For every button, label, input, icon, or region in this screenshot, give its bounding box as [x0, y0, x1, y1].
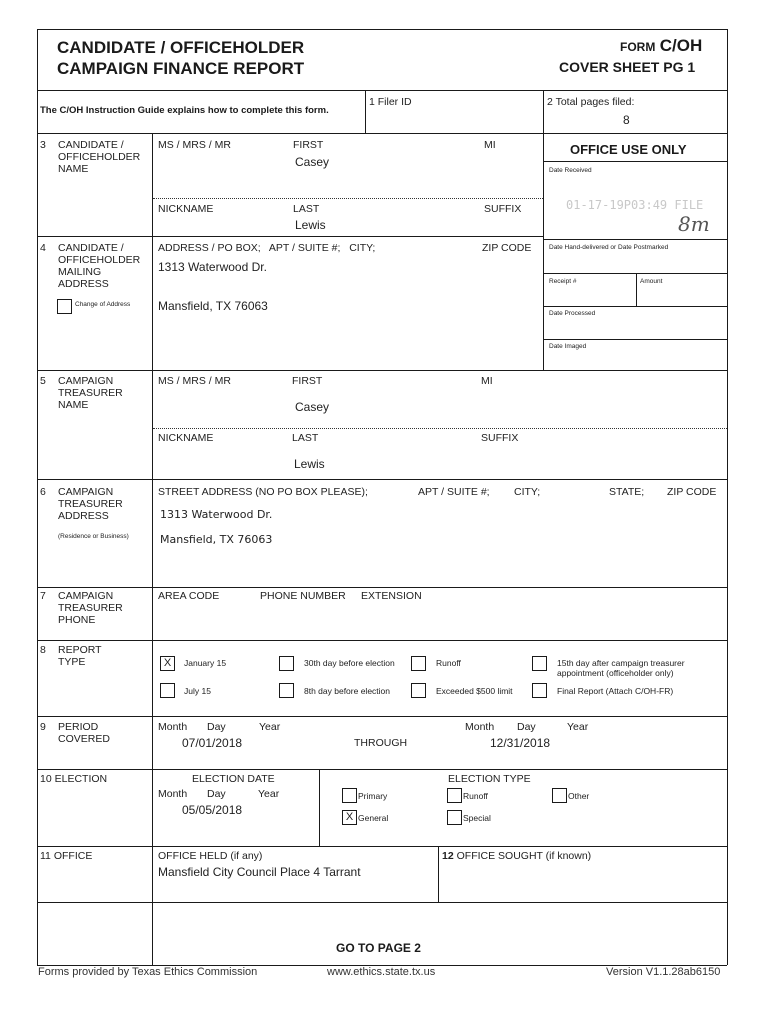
- section-6-label: CAMPAIGN TREASURER ADDRESS: [58, 486, 123, 522]
- change-of-address-checkbox[interactable]: [57, 299, 72, 314]
- election-month-label: Month: [158, 788, 188, 800]
- treas-street-label: STREET ADDRESS (NO PO BOX PLEASE);: [158, 486, 368, 498]
- election-type-label-runoff: Runoff: [463, 791, 488, 801]
- total-pages-field[interactable]: 8: [623, 113, 630, 127]
- section-12-text: OFFICE SOUGHT (if known): [456, 850, 592, 862]
- cand-address-line1[interactable]: 1313 Waterwood Dr.: [158, 260, 267, 274]
- date-processed-label: Date Processed: [549, 310, 596, 317]
- treas-first-value[interactable]: Casey: [295, 400, 330, 414]
- election-type-checkbox-primary[interactable]: [342, 788, 357, 803]
- report-type-label-jul15: July 15: [184, 686, 211, 696]
- section-11-number: 11: [40, 850, 51, 862]
- report-type-checkbox-15th-day[interactable]: [532, 656, 547, 671]
- period-start-month-label: Month: [158, 721, 188, 733]
- treas-address-line2[interactable]: Mansfield, TX 76063: [160, 533, 273, 546]
- treas-last-label: LAST: [292, 432, 319, 444]
- election-type-label-other: Other: [568, 791, 590, 801]
- section-8-label: REPORT TYPE: [58, 644, 102, 668]
- period-through-label: THROUGH: [354, 737, 408, 749]
- election-type-checkbox-other[interactable]: [552, 788, 567, 803]
- report-type-checkbox-30day[interactable]: [279, 656, 294, 671]
- election-type-checkbox-special[interactable]: [447, 810, 462, 825]
- form-prefix: FORM: [620, 40, 656, 54]
- report-type-label-30day: 30th day before election: [304, 658, 395, 668]
- report-type-label-exceeded: Exceeded $500 limit: [436, 686, 513, 696]
- section-11-text: OFFICE: [53, 850, 93, 862]
- treas-zip-label: ZIP CODE: [667, 486, 717, 498]
- period-start-day-label: Day: [207, 721, 226, 733]
- period-end-day-label: Day: [517, 721, 536, 733]
- section-10-number: 10: [40, 773, 52, 785]
- form-title-line2: CAMPAIGN FINANCE REPORT: [57, 59, 305, 78]
- section-4-number: 4: [40, 242, 46, 254]
- office-held-value[interactable]: Mansfield City Council Place 4 Tarrant: [158, 865, 361, 879]
- treas-last-value[interactable]: Lewis: [294, 457, 325, 471]
- report-type-label-jan15: January 15: [184, 658, 227, 668]
- cand-prefix-label: MS / MRS / MR: [158, 139, 231, 151]
- report-type-checkbox-jan15[interactable]: X: [160, 656, 175, 671]
- amount-label: Amount: [640, 278, 663, 285]
- filer-id-label: 1 Filer ID: [369, 96, 412, 108]
- election-type-label: ELECTION TYPE: [448, 773, 531, 785]
- treas-address-line1[interactable]: 1313 Waterwood Dr.: [160, 508, 273, 521]
- report-type-label-15th-day: 15th day after campaign treasurer appointment (officeholder only): [557, 658, 685, 678]
- ethics-url[interactable]: www.ethics.state.tx.us: [327, 966, 436, 978]
- election-type-label-general: General: [358, 813, 389, 823]
- form-title-line1: CANDIDATE / OFFICEHOLDER: [57, 38, 305, 57]
- date-hand-delivered-label: Date Hand-delivered or Date Postmarked: [549, 244, 669, 251]
- section-7-label: CAMPAIGN TREASURER PHONE: [58, 590, 123, 626]
- cover-sheet-label: COVER SHEET PG 1: [559, 59, 696, 75]
- election-date-label: ELECTION DATE: [192, 773, 275, 785]
- election-day-label: Day: [207, 788, 226, 800]
- initials-signature: 8m: [678, 212, 710, 236]
- area-code-label: AREA CODE: [158, 590, 220, 602]
- receipt-label: Receipt #: [549, 278, 577, 285]
- report-type-checkbox-jul15[interactable]: [160, 683, 175, 698]
- residence-note: (Residence or Business): [58, 533, 129, 540]
- election-type-label-special: Special: [463, 813, 491, 823]
- office-use-title: OFFICE USE ONLY: [570, 142, 687, 157]
- treas-mi-label: MI: [481, 375, 493, 387]
- period-end-month-label: Month: [465, 721, 495, 733]
- version-text: Version V1.1.28ab6150: [606, 966, 721, 978]
- period-start-date[interactable]: 07/01/2018: [182, 736, 243, 750]
- office-sought-label: [442, 850, 591, 862]
- report-type-checkbox-8day[interactable]: [279, 683, 294, 698]
- section-3-label: CANDIDATE / OFFICEHOLDER NAME: [58, 139, 141, 175]
- change-of-address-label: Change of Address: [75, 301, 131, 308]
- date-imaged-label: Date Imaged: [549, 343, 587, 350]
- election-type-label-primary: Primary: [358, 791, 388, 801]
- election-type-checkbox-runoff[interactable]: [447, 788, 462, 803]
- election-year-label: Year: [258, 788, 280, 800]
- provided-by-text: Forms provided by Texas Ethics Commission: [38, 966, 258, 978]
- period-start-year-label: Year: [259, 721, 281, 733]
- election-type-checkbox-general[interactable]: X: [342, 810, 357, 825]
- phone-number-label: PHONE NUMBER: [260, 590, 346, 602]
- instruction-text: The C/OH Instruction Guide explains how to complete this form.: [40, 105, 329, 116]
- report-type-checkbox-final[interactable]: [532, 683, 547, 698]
- cand-first-label: FIRST: [293, 139, 324, 151]
- section-12-number: 12: [442, 850, 454, 862]
- treas-prefix-label: MS / MRS / MR: [158, 375, 231, 387]
- treas-city-label: CITY;: [514, 486, 541, 498]
- section-5-label: CAMPAIGN TREASURER NAME: [58, 375, 123, 411]
- cand-suffix-label: SUFFIX: [484, 203, 522, 215]
- report-type-checkbox-exceeded[interactable]: [411, 683, 426, 698]
- report-type-label-runoff: Runoff: [436, 658, 461, 668]
- section-9-number: 9: [40, 721, 46, 733]
- cand-mi-label: MI: [484, 139, 496, 151]
- received-stamp: 01-17-19P03:49 FILE: [566, 198, 704, 212]
- section-8-number: 8: [40, 644, 46, 656]
- cand-last-value[interactable]: Lewis: [295, 218, 326, 232]
- report-type-label-final: Final Report (Attach C/OH-FR): [557, 686, 674, 696]
- section-10-text: ELECTION: [54, 773, 108, 785]
- section-10-label: [40, 773, 107, 785]
- section-11-label: [40, 850, 92, 862]
- cand-last-label: LAST: [293, 203, 320, 215]
- cand-first-value[interactable]: Casey: [295, 155, 330, 169]
- treas-nickname-label: NICKNAME: [158, 432, 214, 444]
- treas-first-label: FIRST: [292, 375, 323, 387]
- extension-label: EXTENSION: [361, 590, 422, 602]
- cand-address-line2[interactable]: Mansfield, TX 76063: [158, 299, 268, 313]
- report-type-checkbox-runoff[interactable]: [411, 656, 426, 671]
- treas-apt-label: APT / SUITE #;: [418, 486, 490, 498]
- report-type-label-8day: 8th day before election: [304, 686, 391, 696]
- treas-suffix-label: SUFFIX: [481, 432, 519, 444]
- date-received-label: Date Received: [549, 167, 592, 174]
- total-pages-label: 2 Total pages filed:: [547, 96, 635, 108]
- office-held-label: OFFICE HELD (if any): [158, 850, 263, 862]
- election-date-value[interactable]: 05/05/2018: [182, 803, 243, 817]
- section-6-number: 6: [40, 486, 46, 498]
- period-end-date[interactable]: 12/31/2018: [490, 736, 551, 750]
- cand-address-header: ADDRESS / PO BOX; APT / SUITE #; CITY;: [158, 242, 376, 254]
- section-9-label: PERIOD COVERED: [58, 721, 110, 745]
- section-5-number: 5: [40, 375, 46, 387]
- section-3-number: 3: [40, 139, 46, 151]
- period-end-year-label: Year: [567, 721, 589, 733]
- section-4-label: CANDIDATE / OFFICEHOLDER MAILING ADDRESS: [58, 242, 141, 290]
- treas-state-label: STATE;: [609, 486, 645, 498]
- form-id: C/OH: [659, 36, 703, 55]
- go-to-page-2: GO TO PAGE 2: [336, 941, 421, 955]
- section-7-number: 7: [40, 590, 46, 602]
- form-id-block: [620, 36, 702, 56]
- cand-zip-label: ZIP CODE: [482, 242, 532, 254]
- cand-nickname-label: NICKNAME: [158, 203, 214, 215]
